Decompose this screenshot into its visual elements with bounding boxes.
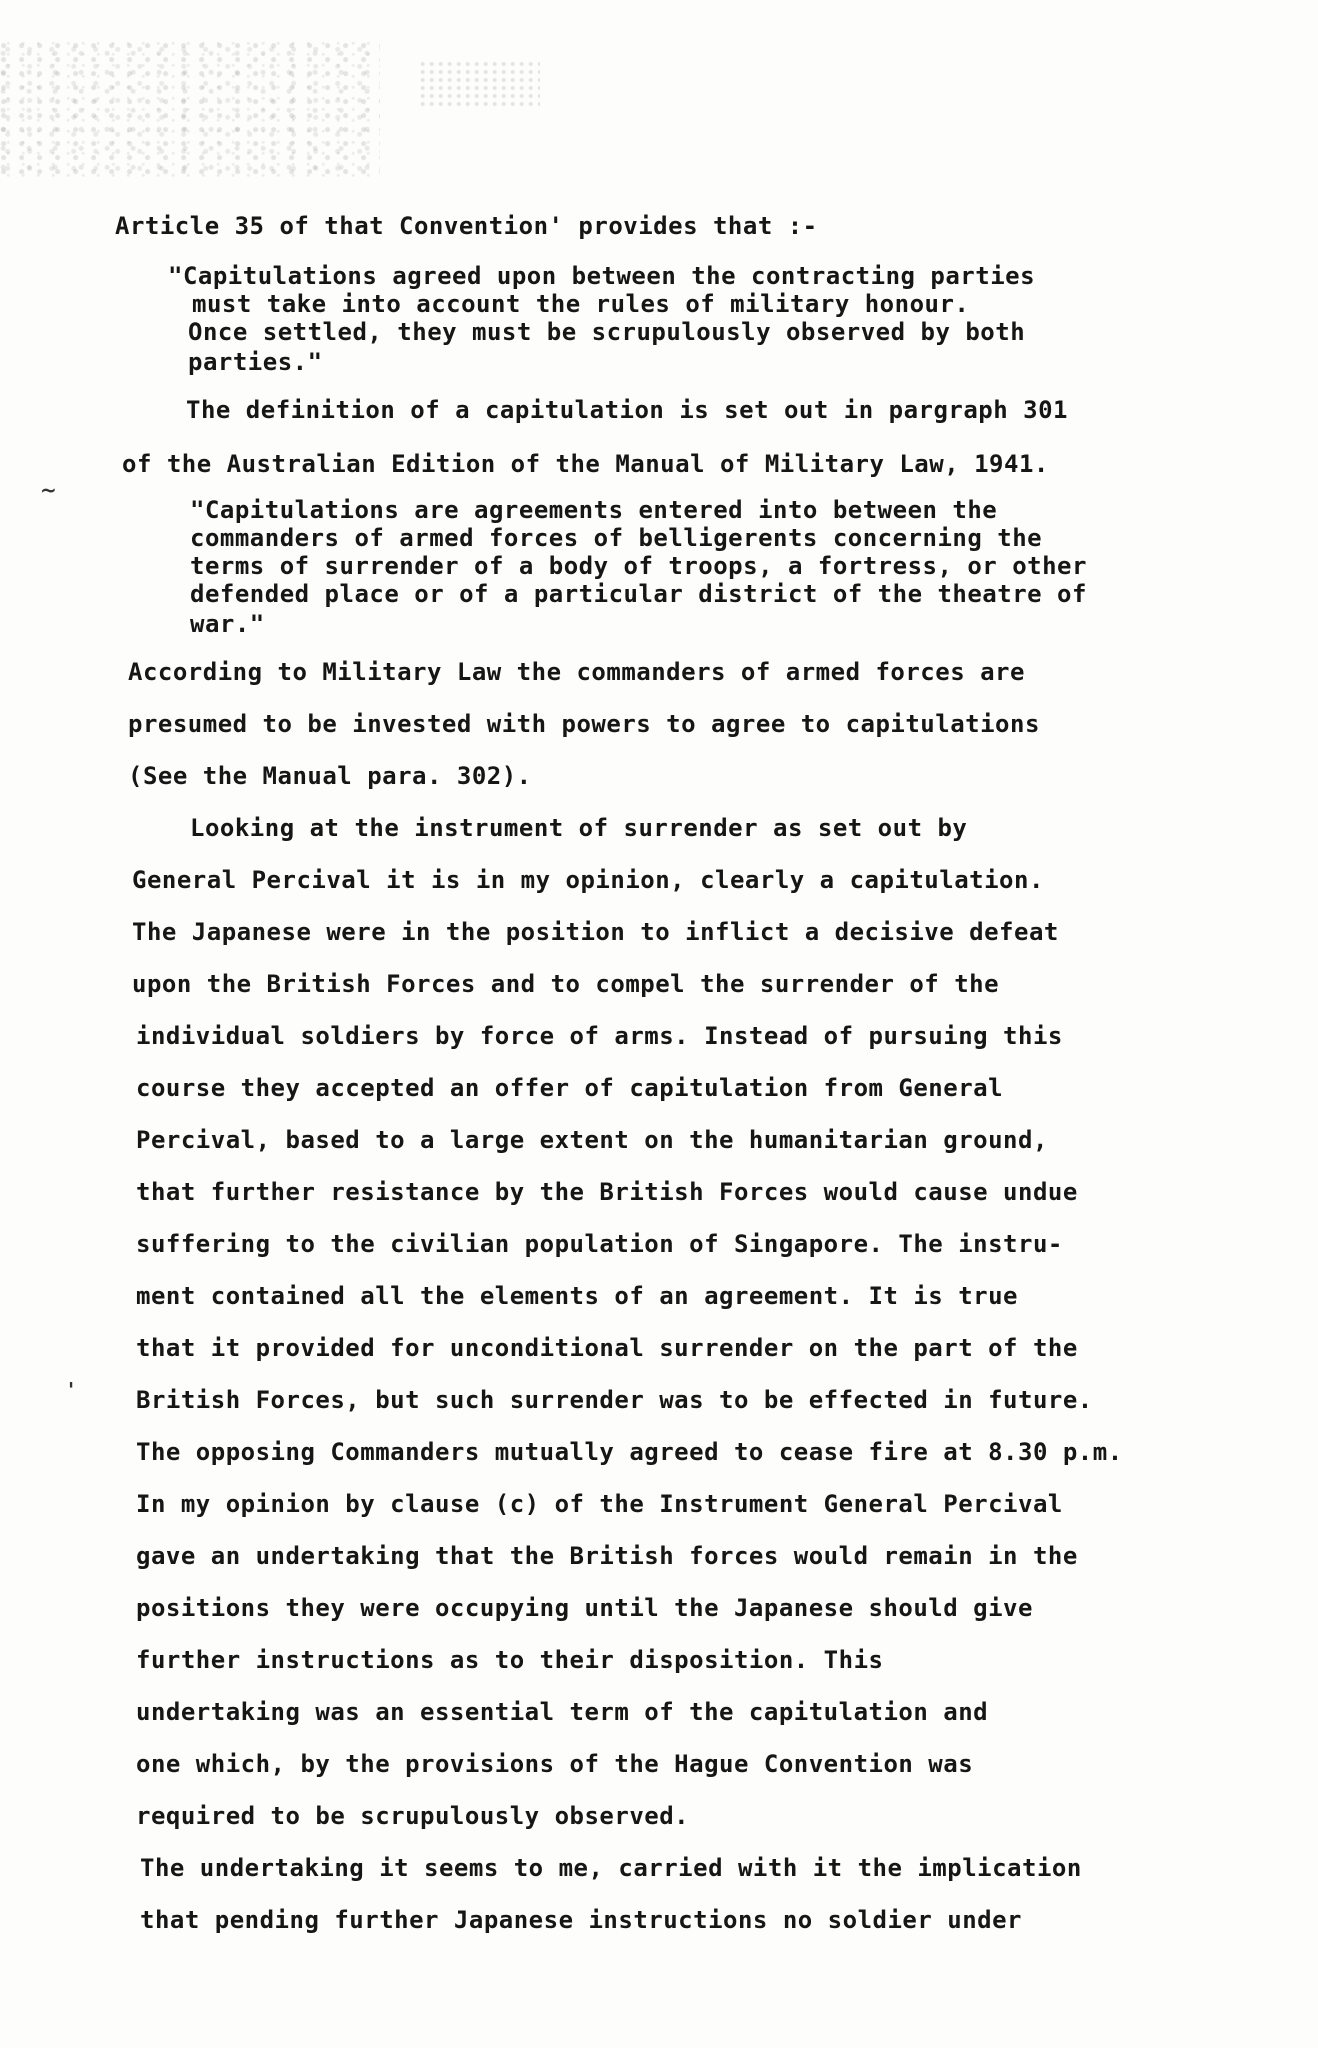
text-line: Percival, based to a large extent on the humanitarian ground, (136, 1126, 1048, 1154)
text-line: ment contained all the elements of an agreement. It is true (136, 1282, 1019, 1310)
text-line: of the Australian Edition of the Manual of Military Law, 1941. (122, 450, 1049, 478)
scan-noise (0, 40, 380, 180)
text-line: (See the Manual para. 302). (128, 762, 532, 790)
text-line: According to Military Law the commanders of armed forces are (128, 658, 1025, 686)
margin-mark: ' (68, 1378, 75, 1402)
text-line: "Capitulations are agreements entered into between the (190, 496, 998, 524)
text-line: The Japanese were in the position to inflict a decisive defeat (132, 918, 1059, 946)
text-line: The opposing Commanders mutually agreed to cease fire at 8.30 p.m. (136, 1438, 1123, 1466)
text-line: further instructions as to their disposition. This (136, 1646, 884, 1674)
text-line: course they accepted an offer of capitulation from General (136, 1074, 1004, 1102)
text-line: required to be scrupulously observed. (136, 1802, 690, 1830)
text-line: upon the British Forces and to compel the surrender of the (132, 970, 1000, 998)
text-line: presumed to be invested with powers to agree to capitulations (128, 710, 1040, 738)
text-line: war." (190, 610, 265, 638)
text-line: commanders of armed forces of belligerents concerning the (190, 524, 1043, 552)
text-line: "Capitulations agreed upon between the contracting parties (168, 262, 1036, 290)
text-line: British Forces, but such surrender was to be effected in future. (136, 1386, 1093, 1414)
text-line: Looking at the instrument of surrender as set out by (190, 814, 968, 842)
text-line: defended place or of a particular district of the theatre of (190, 580, 1087, 608)
text-line: The undertaking it seems to me, carried with it the implication (140, 1854, 1082, 1882)
text-line: that further resistance by the British Forces would cause undue (136, 1178, 1078, 1206)
text-line: undertaking was an essential term of the capitulation and (136, 1698, 989, 1726)
text-line: must take into account the rules of military honour. (192, 290, 970, 318)
text-line: suffering to the civilian population of Singapore. The instru- (136, 1230, 1063, 1258)
text-line: The definition of a capitulation is set out in pargraph 301 (186, 396, 1069, 424)
text-line: positions they were occupying until the Japanese should give (136, 1594, 1033, 1622)
text-line: individual soldiers by force of arms. Instead of pursuing this (136, 1022, 1063, 1050)
text-line: that pending further Japanese instructions no soldier under (140, 1906, 1023, 1934)
text-line: parties." (188, 348, 323, 376)
text-line: Once settled, they must be scrupulously observed by both (188, 318, 1026, 346)
text-line: one which, by the provisions of the Hague Convention was (136, 1750, 974, 1778)
text-line: General Percival it is in my opinion, clearly a capitulation. (132, 866, 1044, 894)
text-line: Article 35 of that Convention' provides that :- (115, 212, 818, 240)
text-line: terms of surrender of a body of troops, a fortress, or other (190, 552, 1087, 580)
margin-mark: ~ (40, 478, 57, 502)
text-line: gave an undertaking that the British forces would remain in the (136, 1542, 1078, 1570)
text-line: In my opinion by clause (c) of the Instrument General Percival (136, 1490, 1063, 1518)
scan-noise (420, 60, 540, 110)
text-line: that it provided for unconditional surrender on the part of the (136, 1334, 1078, 1362)
